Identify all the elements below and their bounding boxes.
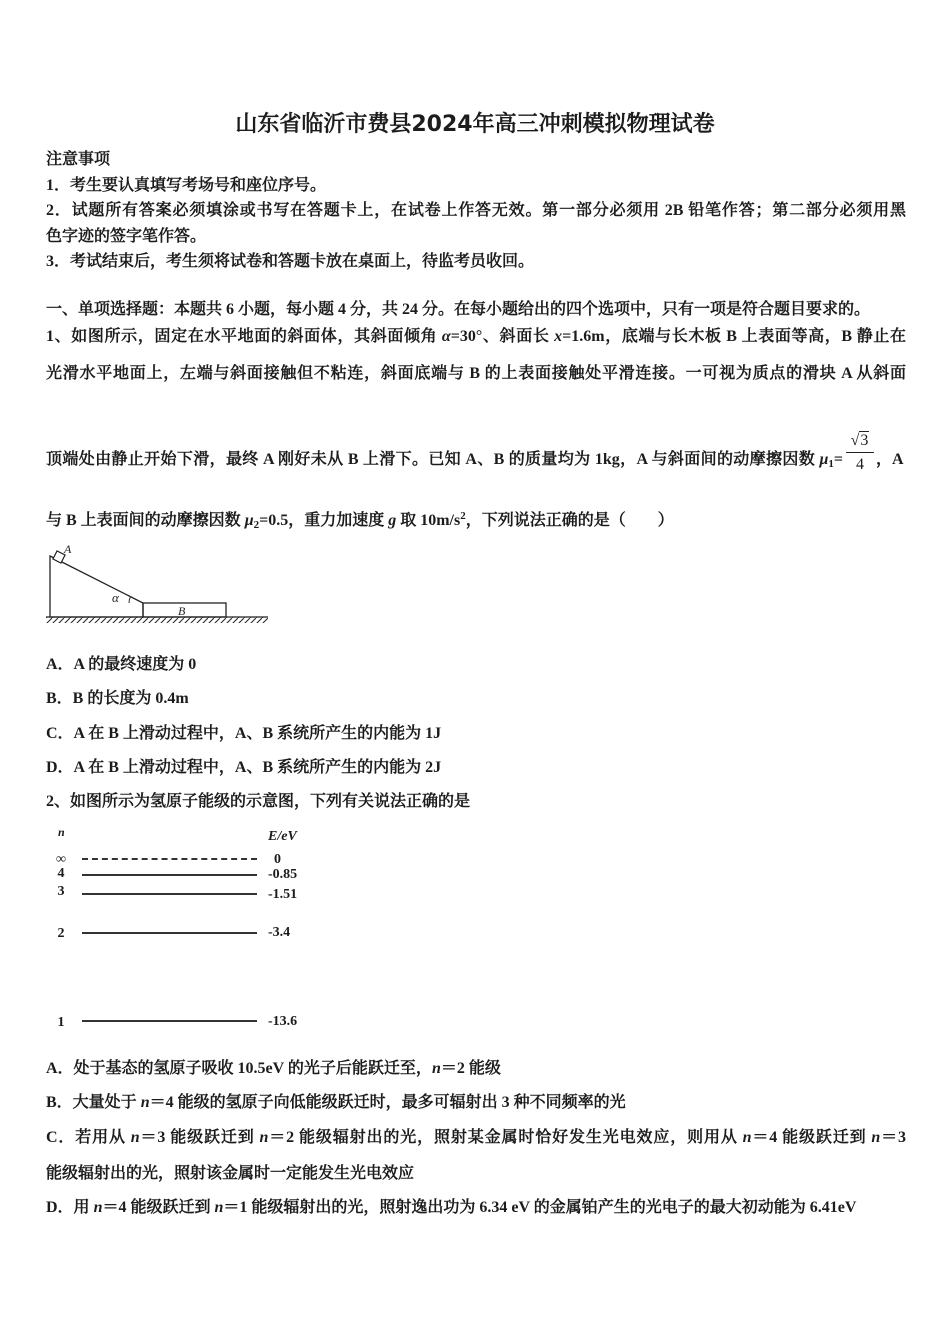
q2-text-run: ＝2 能级 [440, 1060, 501, 1077]
level-n-4: 4 [57, 866, 65, 881]
q2-text-run: ＝3 能级跃迁到 [139, 1129, 260, 1146]
label-alpha: α [112, 590, 119, 605]
notice-item-3: 3．考试结束后，考生须将试卷和答题卡放在桌面上，待监考员收回。 [46, 253, 535, 270]
level-energy-1: -13.6 [268, 1014, 298, 1029]
ground-hatch [46, 617, 268, 623]
axis-label-n: n [58, 825, 65, 839]
q2-text-run: ＝2 能级辐射出的光，照射某金属时恰好发生光电效应，则用从 [268, 1129, 743, 1146]
mu1-fraction [845, 431, 875, 474]
var-n: n [93, 1199, 103, 1216]
superscript-2: 2 [460, 510, 466, 522]
subscript-2: 2 [253, 519, 260, 531]
q2-text-run: ＝4 能级跃迁到 [102, 1199, 215, 1216]
var-mu: μ [819, 451, 829, 468]
radicand: 3 [860, 432, 869, 449]
notice-heading: 注意事项 [46, 151, 111, 168]
subscript-1: 1 [828, 458, 834, 470]
q1-option-a: A．A 的最终速度为 0 [46, 656, 197, 673]
notice-item-1: 1．考生要认真填写考场号和座位序号。 [46, 177, 327, 194]
level-line-3 [82, 893, 257, 895]
q2-text-run: ＝3 [880, 1129, 906, 1146]
var-n: n [431, 1060, 441, 1077]
page-title: 山东省临沂市费县2024年高三冲刺模拟物理试卷 [235, 112, 715, 137]
incline-body [50, 556, 143, 617]
level-line-1 [82, 1020, 257, 1022]
level-energy-4: -0.85 [268, 867, 298, 882]
notice-item-2: 2．试题所有答案必须填涂或书写在答题卡上，在试卷上作答无效。第一部分必须用 2B 铅笔作答；第二部分必须用黑 [46, 202, 906, 219]
q2-text-run: D．用 [46, 1199, 94, 1216]
q2-option-d [46, 1198, 906, 1218]
level-line-infinity [82, 858, 257, 860]
q2-stem: 2、如图所示为氢原子能级的示意图，下列有关说法正确的是 [46, 793, 471, 810]
label-a: A [64, 542, 72, 556]
q1-text-run: 顶端处由静止开始下滑，最终 A 刚好未从 B 上滑下。已知 A、B 的质量均为 1kg，A 与斜面间的动摩擦因数 [46, 451, 820, 468]
section-heading: 一、单项选择题：本题共 6 小题，每小题 4 分，共 24 分。在每小题给出的四个选项中，只有一项是符合题目要求的。 [46, 301, 871, 318]
q1-text-run: ，下列说法正确的是（ ） [465, 512, 674, 529]
angle-arc [129, 597, 131, 603]
level-n-3: 3 [57, 884, 65, 899]
level-energy-2: -3.4 [268, 925, 291, 940]
var-n: n [259, 1129, 269, 1146]
q1-option-c: C．A 在 B 上滑动过程中，A、B 系统所产生的内能为 1J [46, 725, 442, 742]
q2-text-run: C．若用从 [46, 1129, 131, 1146]
q1-text-run: =0.5，重力加速度 [259, 512, 389, 529]
var-n: n [742, 1129, 752, 1146]
q1-stem-line-2 [46, 364, 906, 384]
fraction-bar [846, 452, 874, 453]
q2-option-c-line-2 [46, 1164, 906, 1184]
fraction-denominator: 4 [856, 456, 864, 473]
var-alpha: α [441, 328, 451, 345]
q1-option-d: D．A 在 B 上滑动过程中，A、B 系统所产生的内能为 2J [46, 759, 442, 776]
q2-text-run: ＝4 能级跃迁到 [751, 1129, 872, 1146]
label-b: B [178, 604, 186, 618]
q1-figure-incline [46, 540, 272, 626]
q2-text-run: B．大量处于 [46, 1094, 141, 1111]
var-n: n [214, 1199, 224, 1216]
q2-option-c-line-1 [46, 1128, 906, 1148]
level-n-infinity: ∞ [56, 852, 66, 867]
level-n-1: 1 [57, 1015, 65, 1030]
q1-text-run: =1.6m，底端与长木板 B 上表面等高，B 静止在 [562, 328, 906, 345]
q2-option-b [46, 1093, 906, 1113]
q2-option-a [46, 1059, 906, 1079]
level-n-2: 2 [57, 926, 65, 941]
q2-text-run: ＝4 能级的氢原子向低能级跃迁时，最多可辐射出 3 种不同频率的光 [149, 1094, 626, 1111]
incline-diagram [46, 540, 272, 626]
level-energy-3: -1.51 [268, 887, 298, 902]
q1-option-b: B．B 的长度为 0.4m [46, 690, 189, 707]
q1-text-run: =30°、斜面长 [450, 328, 555, 345]
var-mu: μ [244, 512, 254, 529]
level-energy-infinity: 0 [274, 852, 281, 867]
sqrt-sign: √ [850, 432, 860, 449]
q1-stem-line-3 [46, 450, 843, 470]
q1-text-run: 与 B 上表面间的动摩擦因数 [46, 512, 245, 529]
var-n: n [871, 1129, 881, 1146]
fraction-numerator [851, 431, 870, 450]
q2-text-run: ＝1 能级辐射出的光，照射逸出功为 6.34 eV 的金属铂产生的光电子的最大初动能为 6.41eV [223, 1199, 857, 1216]
level-line-2 [82, 932, 257, 934]
q1-after-fraction: ，A [876, 451, 904, 468]
var-x: x [554, 328, 563, 345]
level-line-4 [82, 874, 257, 876]
q2-text-run: 能级辐射出的光，照射该金属时一定能发生光电效应 [46, 1165, 415, 1182]
var-n: n [130, 1129, 140, 1146]
q2-text-run: A．处于基态的氢原子吸收 10.5eV 的光子后能跃迁至， [46, 1060, 432, 1077]
equals-sign: = [833, 451, 843, 468]
notice-item-2-continued: 色字迹的签字笔作答。 [46, 228, 207, 245]
q1-text-run: 1、如图所示，固定在水平地面的斜面体，其斜面倾角 [46, 328, 442, 345]
q1-stem-line-4 [46, 511, 906, 531]
var-n: n [140, 1094, 150, 1111]
axis-label-energy: E/eV [268, 829, 297, 844]
q1-text-run: 光滑水平地面上，左端与斜面接触但不粘连，斜面底端与 B 的上表面接触处平滑连接。一可视为质点的滑块 A 从斜面 [46, 365, 906, 382]
var-g: g [388, 512, 397, 529]
q1-text-run: 取 10m/s [396, 512, 461, 529]
q1-stem-line-1 [46, 327, 906, 347]
